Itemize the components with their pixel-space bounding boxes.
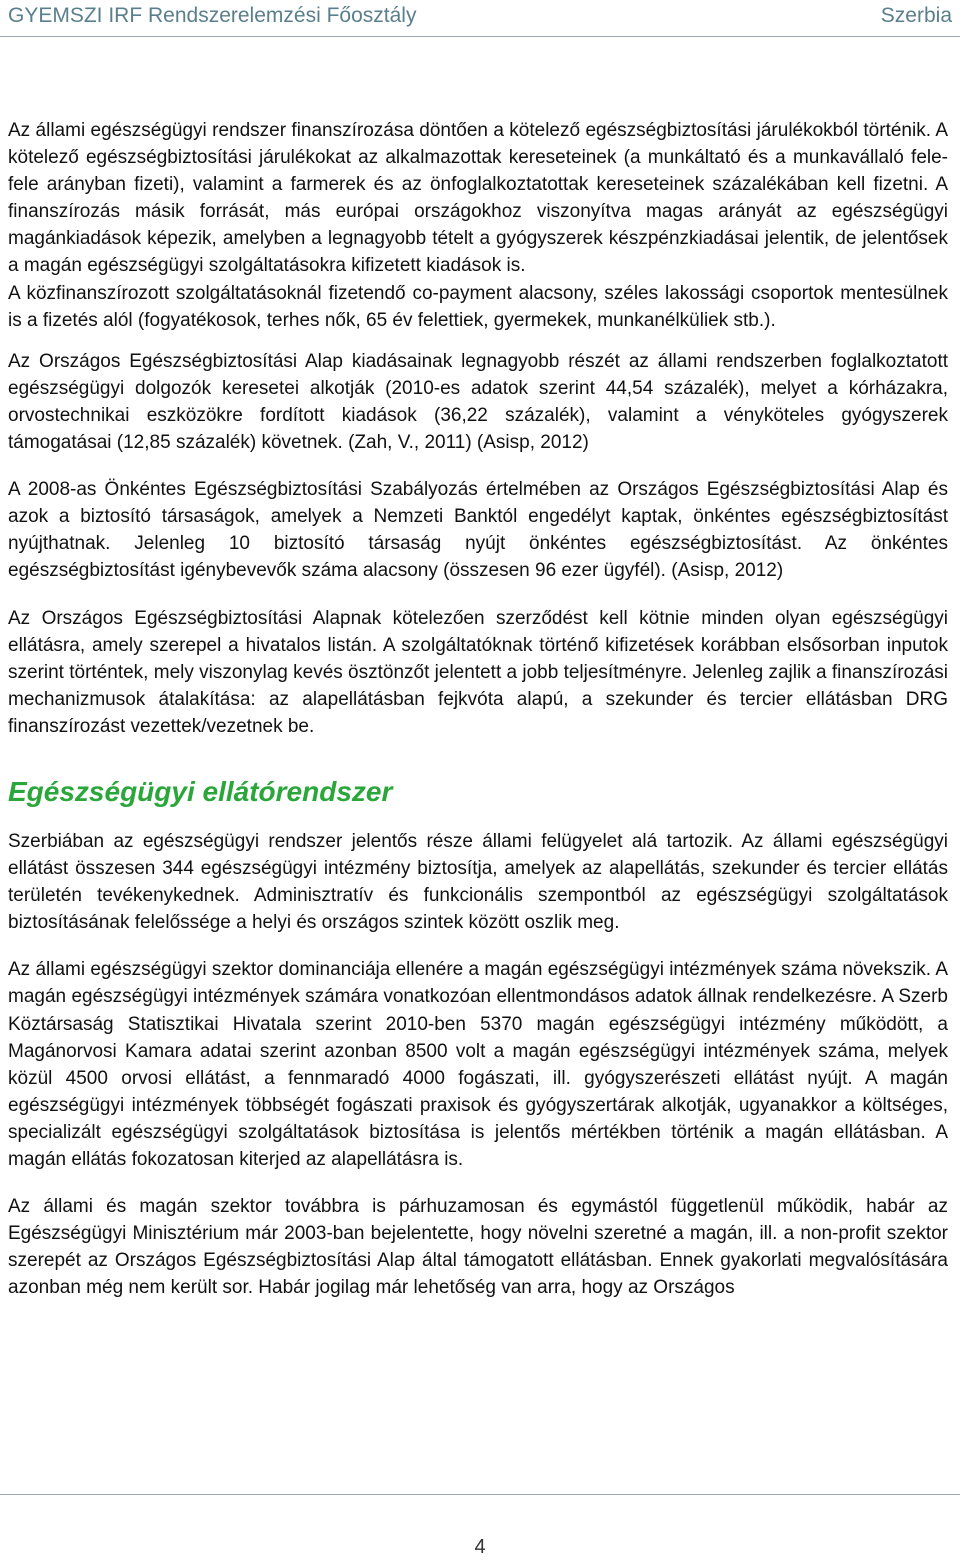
page-content <box>8 117 948 1321</box>
page-number: 4 <box>474 1536 486 1558</box>
header-organization: GYEMSZI IRF Rendszerelemzési Főosztály <box>8 4 417 27</box>
paragraph-voluntary-insurance: A 2008-as Önkéntes Egészségbiztosítási Szabályozás értelmében az Országos Egészségbiztosítási Alap és azok a biztosító társaságok, amelyek a Nemzeti Banktól engedélyt kaptak, önkéntes egészségbiztosítást nyújthatnak. Jelenleg 10 biztosító társaság nyújt önkéntes egészségbiztosítást. Az önkéntes egészségbiztosítást igénybevevők száma alacsony (összesen 96 ezer ügyfél). (Asisp, 2012) <box>8 479 948 582</box>
paragraph-state-system: Szerbiában az egészségügyi rendszer jelentős része állami felügyelet alá tartozik. Az állami egészségügyi ellátást összesen 344 egészségügyi intézmény biztosítja, amelyek az alapellátás, szekunder és tercier ellátás területén tevékenykednek. Adminisztratív és funkcionális szempontból az egészségügyi szolgáltatások biztosításának felelőssége a helyi és országos szintek között oszlik meg. <box>8 830 948 934</box>
paragraph-insurance-fund-spending: Az Országos Egészségbiztosítási Alap kiadásainak legnagyobb részét az állami rendszerben foglalkoztatott egészségügyi dolgozók keresetei alkotják (2010-es adatok szerint 44,54 százalék), melyet a kórházakra, orvostechnikai eszközökre fordított kiadások (36,22 százalék), valamint a vényköteles gyógyszerek támogatásai (12,85 százalék) követnek. (Zah, V., 2011) (Asisp, 2012) <box>8 350 948 454</box>
header-divider <box>0 36 960 37</box>
paragraph-financing: Az állami egészségügyi rendszer finanszírozása döntően a kötelező egészségbiztosítási járulékokból történik. A kötelező egészségbiztosítási járulékokat az alkalmazottak kereseteinek (a munkáltató és a munkavállaló fele-fele arányban fizeti), valamint a farmerek és az önfoglalkoztatottak kereseteinek százalékában kell fizetni. A finanszírozás másik forrását, más európai országokhoz viszonyítva magas arányát az egészségügyi magánkiadások képezik, amelyben a legnagyobb tételt a gyógyszerek készpénzkiadásai jelentik, de jelentősek a magán egészségügyi szolgáltatásokra kifizetett kiadások is. A közfinanszírozott szolgáltatásoknál fizetendő co-payment alacsony, széles lakossági csoportok mentesülnek is a fizetés alól (fogyatékosok, terhes nők, 65 év felettiek, gyermekek, munkanélküliek stb.). <box>8 120 948 331</box>
page-header <box>8 0 952 32</box>
paragraph-parallel-sectors: Az állami és magán szektor továbbra is párhuzamosan és egymástól függetlenül működik, habár az Egészségügyi Minisztérium már 2003-ban bejelentette, hogy növelni szeretné a magán, ill. a non-profit szektor szerepét az Országos Egészségbiztosítási Alap által támogatott ellátásban. Ennek gyakorlati megvalósítására azonban még nem került sor. Habár jogilag már lehetőség van arra, hogy az Országos <box>8 1196 948 1299</box>
paragraph-contracting: Az Országos Egészségbiztosítási Alapnak kötelezően szerződést kell kötnie minden olyan egészségügyi ellátásra, amely szerepel a hivatalos listán. A szolgáltatóknak történő kifizetések korábban elsősorban inputok szerint történtek, mely viszonylag kevés ösztönzőt jelentett a jobb teljesítményre. Jelenleg zajlik a finanszírozási mechanizmusok átalakítása: az alapellátásban fejkvóta alapú, a szekunder és tercier ellátásban DRG finanszírozást vezettek/vezetnek be. <box>8 607 948 737</box>
header-country: Szerbia <box>880 4 952 27</box>
section-heading: Egészségügyi ellátórendszer <box>8 775 393 807</box>
footer-divider <box>0 1494 960 1495</box>
paragraph-private-institutions: Az állami egészségügyi szektor dominanciája ellenére a magán egészségügyi intézmények száma növekszik. A magán egészségügyi intézmények számára vonatkozóan ellentmondásos adatok állnak rendelkezésre. A Szerb Köztársaság Statisztikai Hivatala szerint 2010-ben 5370 magán egészségügyi intézmény működött, a Magánorvosi Kamara adatai szerint azonban 8500 volt a magán egészségügyi intézmények száma, melyek közül 4500 orvosi ellátást, a fennmaradó 4000 fogászati, ill. gyógyszerészeti ellátást nyújt. A magán egészségügyi intézmények többségét fogászati praxisok és gyógyszertárak alkotják, ugyanakkor a költséges, specializált egészségügyi szolgáltatások biztosítása is jelentős mértékben történik a magán ellátásban. A magán ellátás fokozatosan kiterjed az alapellátásra is. <box>8 959 948 1170</box>
